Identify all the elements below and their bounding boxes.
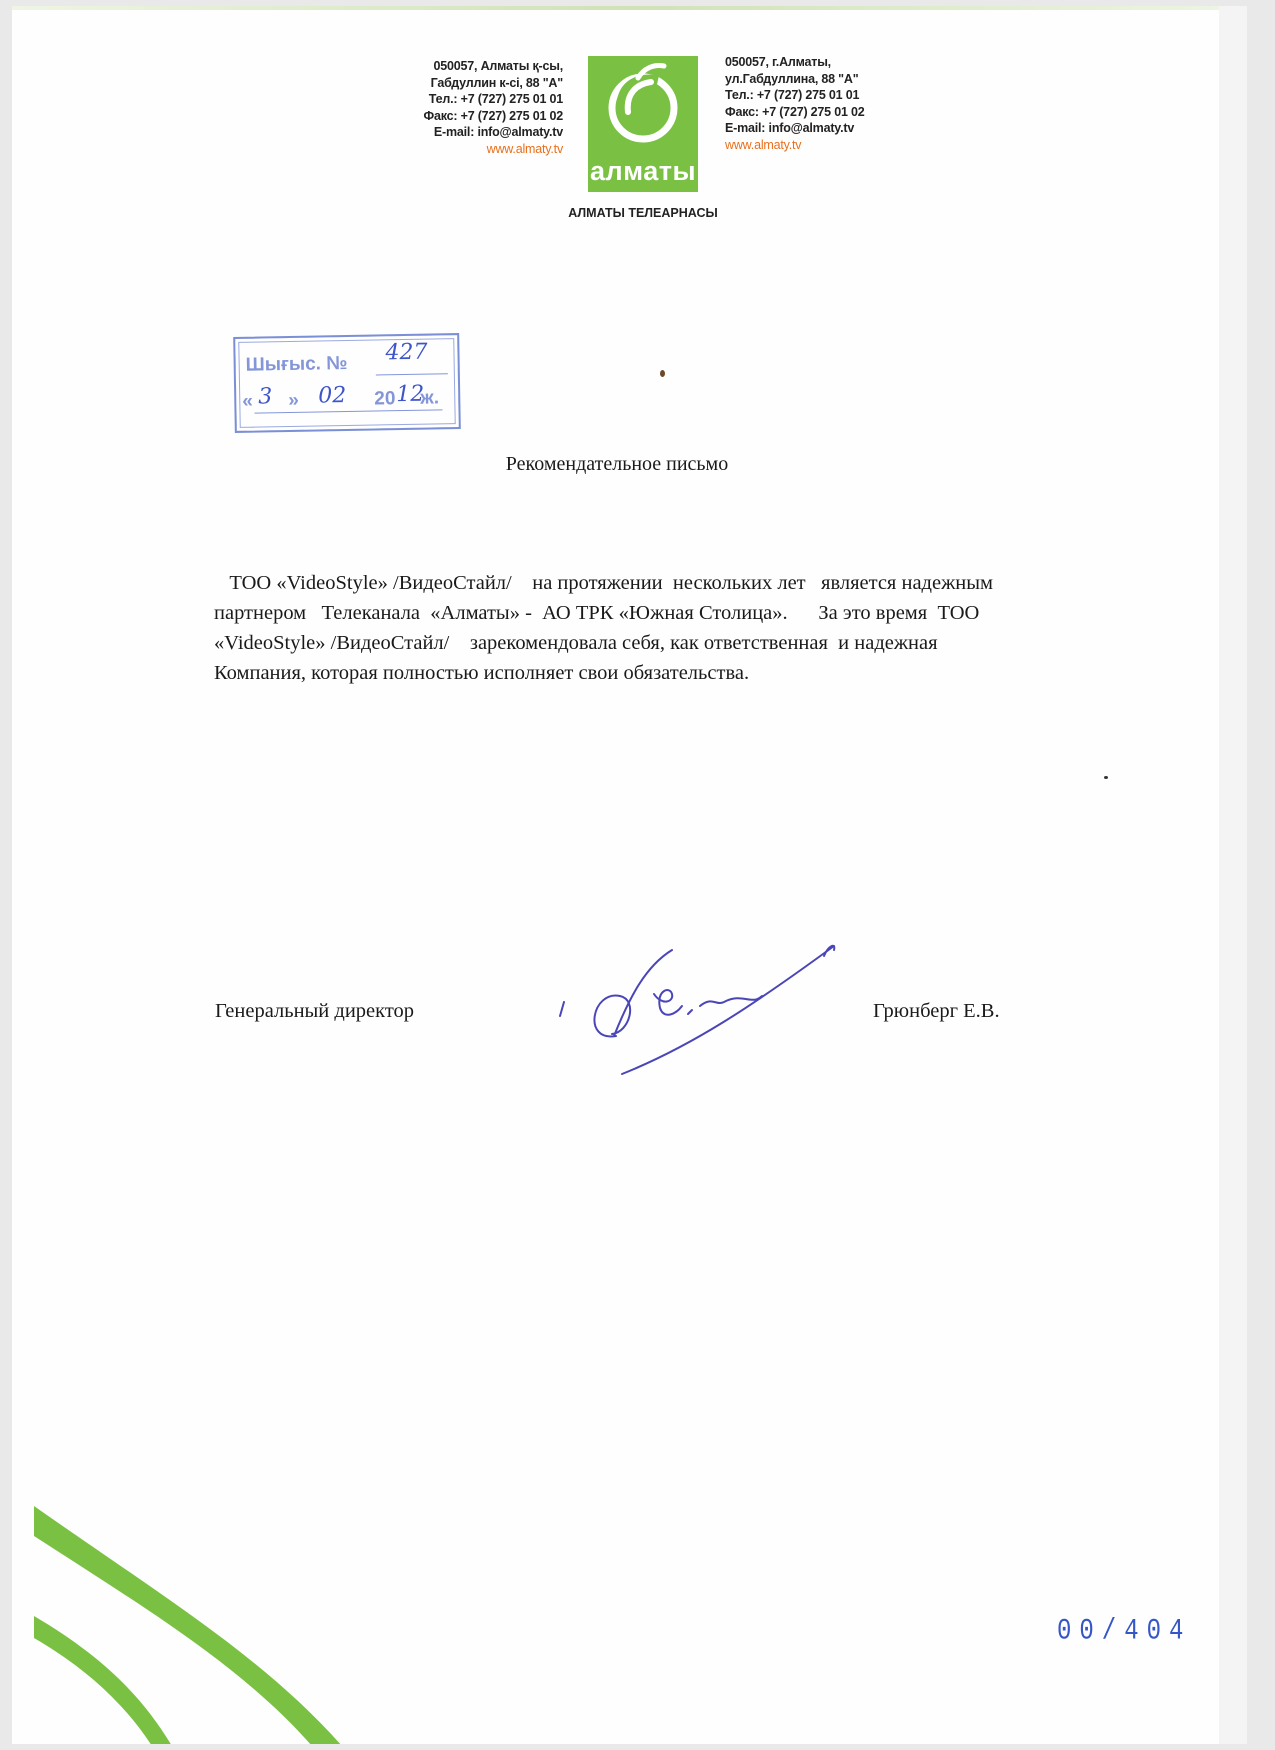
address-line: E-mail: info@almaty.tv bbox=[433, 125, 563, 139]
address-line: 050057, г.Алматы, bbox=[725, 55, 831, 69]
letter-body bbox=[214, 568, 1174, 688]
stamp-year-suffix: ж. bbox=[420, 387, 440, 409]
address-block-russian bbox=[725, 54, 985, 153]
stamp-day: 3 bbox=[258, 384, 273, 410]
stamp-year-prefix: 20 bbox=[374, 388, 396, 410]
page-edge-shadow bbox=[1219, 6, 1247, 1744]
body-line: «VideoStyle» /ВидеоСтайл/ зарекомендовала себя, как ответственная и надежная bbox=[214, 632, 938, 654]
logo-wordmark: алматы bbox=[589, 156, 697, 186]
letter-page bbox=[12, 6, 1247, 1744]
address-line: Тел.: +7 (727) 275 01 01 bbox=[725, 88, 860, 102]
green-swoosh-decoration bbox=[12, 1466, 352, 1744]
letter-title: Рекомендательное письмо bbox=[505, 453, 729, 475]
paper-speck bbox=[1104, 776, 1108, 779]
almaty-logo bbox=[588, 56, 698, 192]
address-line: 050057, Алматы қ-сы, bbox=[433, 59, 563, 73]
signatory-name: Грюнберг Е.В. bbox=[873, 1000, 1000, 1022]
outgoing-registration-stamp bbox=[233, 333, 461, 433]
address-line: E-mail: info@almaty.tv bbox=[725, 121, 855, 135]
body-line: партнером Телеканала «Алматы» - АО ТРК «Южная Столица». За это время ТОО bbox=[214, 602, 980, 624]
stamp-underline bbox=[255, 409, 443, 413]
paper-speck bbox=[660, 370, 665, 377]
body-line: ТОО «VideoStyle» /ВидеоСтайл/ на протяжении нескольких лет является надежным bbox=[214, 572, 993, 594]
signatory-position: Генеральный директор bbox=[215, 1000, 415, 1022]
stamp-month: 02 bbox=[318, 383, 347, 409]
address-line: Факс: +7 (727) 275 01 02 bbox=[725, 104, 865, 119]
address-line: Габдуллин к-сі, 88 "А" bbox=[430, 75, 563, 90]
body-line: Компания, которая полностью исполняет свои обязательства. bbox=[214, 662, 750, 684]
channel-caption: АЛМАТЫ ТЕЛЕАРНАСЫ bbox=[568, 206, 718, 220]
stamp-year-hand: 12 bbox=[395, 381, 425, 408]
stamp-quote-open: « bbox=[242, 390, 254, 412]
address-line: Факс: +7 (727) 275 01 02 bbox=[423, 108, 563, 123]
website-link[interactable]: www.almaty.tv bbox=[486, 141, 563, 156]
stamp-number: 427 bbox=[385, 339, 428, 366]
website-link[interactable]: www.almaty.tv bbox=[725, 137, 802, 152]
stamp-quote-close: » bbox=[288, 389, 300, 412]
stamp-underline bbox=[376, 373, 448, 375]
stamp-label: Шығыс. № bbox=[245, 352, 348, 376]
apple-emblem-icon bbox=[588, 56, 698, 156]
address-line: Тел.: +7 (727) 275 01 01 bbox=[428, 92, 563, 106]
registration-number: 00/404 bbox=[1057, 1614, 1192, 1649]
address-block-kazakh bbox=[332, 58, 563, 157]
handwritten-signature bbox=[542, 936, 872, 1076]
address-line: ул.Габдуллина, 88 "А" bbox=[725, 71, 859, 86]
top-edge-stripe bbox=[12, 6, 1247, 10]
